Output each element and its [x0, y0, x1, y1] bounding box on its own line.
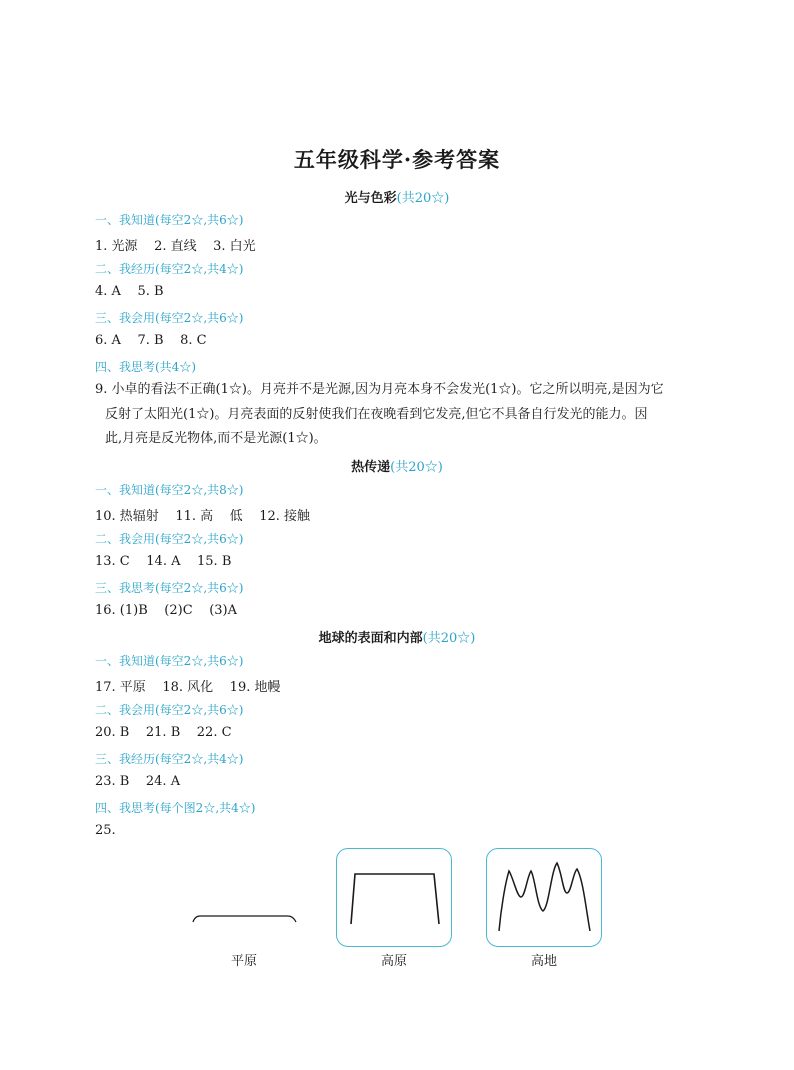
- section-points: (共20☆): [390, 460, 443, 475]
- part-label: 二、我经历(每空2☆,共4☆): [95, 262, 244, 276]
- answer-paragraph: [95, 378, 700, 452]
- plateau-caption: 高原: [380, 954, 407, 969]
- answer-line: 16. (1)B (2)C (3)A: [95, 603, 237, 618]
- highland-figure-box: [486, 848, 602, 947]
- part-label: 二、我会用(每空2☆,共6☆): [95, 703, 244, 717]
- answer-line: 1. 光源 2. 直线 3. 白光: [95, 239, 256, 254]
- plain-caption: 平原: [230, 954, 257, 969]
- page-title: 五年级科学·参考答案: [293, 147, 501, 172]
- part-label: 一、我知道(每空2☆,共8☆): [95, 483, 244, 497]
- answer-paragraph-line: 9. 小卓的看法不正确(1☆)。月亮并不是光源,因为月亮本身不会发光(1☆)。它之所以明亮,是因为它: [95, 382, 664, 397]
- answer-line: 20. B 21. B 22. C: [95, 725, 232, 740]
- section-title: 光与色彩: [344, 191, 397, 206]
- answer-line: 17. 平原 18. 风化 19. 地幔: [95, 680, 281, 695]
- answer-paragraph-line: 此,月亮是反光物体,而不是光源(1☆)。: [105, 431, 327, 446]
- section-heading-heat: [0, 456, 794, 475]
- answer-line: 23. B 24. A: [95, 774, 181, 789]
- highland-sketch: [487, 849, 603, 948]
- part-label: 四、我思考(每个图2☆,共4☆): [95, 801, 256, 815]
- answer-line: 13. C 14. A 15. B: [95, 554, 232, 569]
- part-label: 三、我经历(每空2☆,共4☆): [95, 752, 244, 766]
- part-label: 一、我知道(每空2☆,共6☆): [95, 654, 244, 668]
- part-label: 二、我会用(每空2☆,共6☆): [95, 532, 244, 546]
- section-heading-light: [0, 187, 794, 206]
- part-label: 三、我思考(每空2☆,共6☆): [95, 581, 244, 595]
- section-points: (共20☆): [422, 631, 476, 646]
- section-heading-earth: [0, 627, 794, 646]
- answer-line: 25.: [95, 823, 116, 838]
- answer-line: 10. 热辐射 11. 高 低 12. 接触: [95, 509, 311, 524]
- part-label: 一、我知道(每空2☆,共6☆): [95, 213, 244, 227]
- part-label: 三、我会用(每空2☆,共6☆): [95, 311, 244, 325]
- answer-line: 4. A 5. B: [95, 284, 164, 299]
- plain-sketch: [190, 910, 300, 930]
- part-label: 四、我思考(共4☆): [95, 360, 196, 374]
- plateau-sketch: [337, 849, 453, 948]
- answer-paragraph-line: 反射了太阳光(1☆)。月亮表面的反射使我们在夜晚看到它发亮,但它不具备自行发光的能力。因: [105, 406, 648, 422]
- plateau-figure-box: [336, 848, 452, 947]
- answer-line: 6. A 7. B 8. C: [95, 333, 207, 348]
- highland-caption: 高地: [530, 954, 557, 969]
- section-points: (共20☆): [396, 191, 450, 206]
- section-title: 地球的表面和内部: [318, 631, 423, 646]
- section-title: 热传递: [351, 460, 391, 475]
